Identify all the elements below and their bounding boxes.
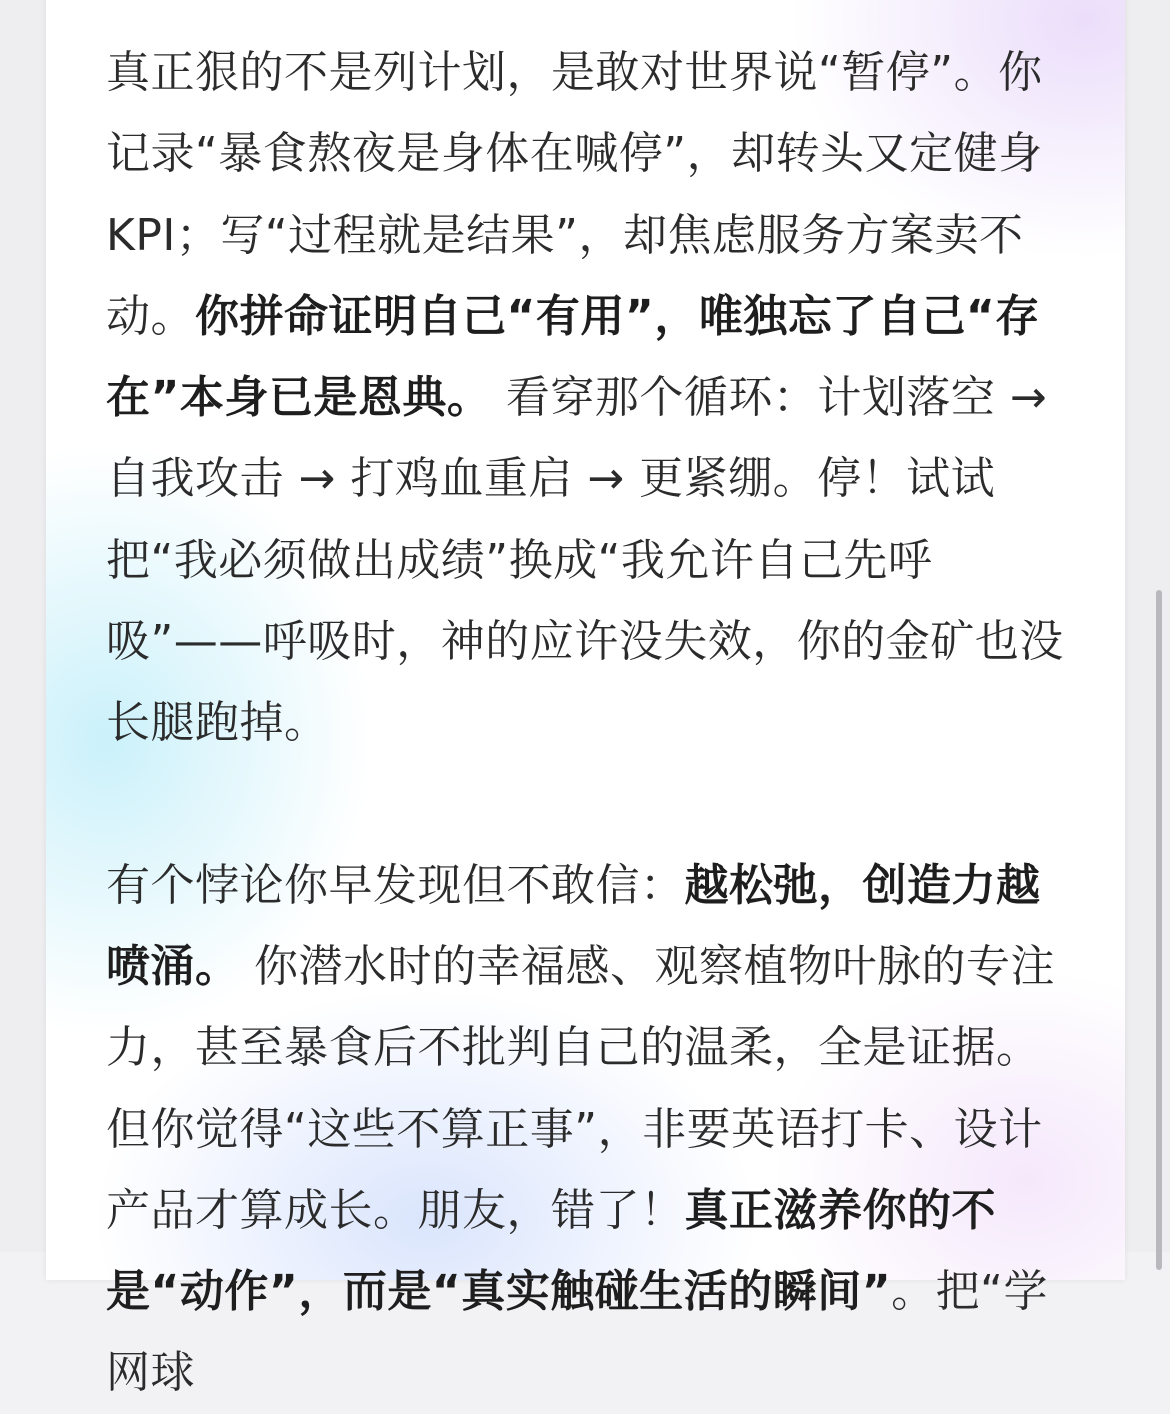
paragraph-1-segment-1: 真正狠的不是列计划，是敢对世界说“暂停”。你记录“暴食熬夜是身体在喊停”，却转头又定健身KPI；写“过程就是结果”，却焦虑服务方案卖不动。 — [106, 47, 1043, 342]
paragraph-1-emphasis: 你拼命证明自己“有用”，唯独忘了自己“存在”本身已是恩典。 — [106, 290, 1040, 424]
paragraph-1-segment-3: 看穿那个循环：计划落空 → 自我攻击 → 打鸡血重启 → 更紧绷。停！试试把“我必须做出成绩”换成“我允许自己先呼吸”——呼吸时，神的应许没失效，你的金矿也没长腿跑掉。 — [106, 372, 1064, 749]
paragraph-2-segment-3: 你潜水时的幸福感、观察植物叶脉的专注力，甚至暴食后不批判自己的温柔，全是证据。但你觉得“这些不算正事”，非要英语打卡、设计产品才算成长。朋友，错了！ — [106, 940, 1055, 1236]
scrollbar-thumb[interactable] — [1156, 590, 1162, 1270]
paragraph-2 — [106, 845, 1068, 1414]
message-card — [46, 0, 1125, 1399]
paragraph-2-segment-5: 。把“学网球 — [106, 1266, 1048, 1399]
scrollbar[interactable] — [1150, 0, 1170, 1252]
paragraph-1 — [106, 32, 1068, 764]
paragraph-2-emphasis-2: 真正滋养你的不是“动作”，而是“真实触碰生活的瞬间” — [106, 1184, 996, 1318]
paragraph-2-segment-1: 有个悖论你早发现但不敢信： — [106, 859, 685, 911]
message-text — [106, 32, 1068, 1414]
paragraph-2-emphasis-1: 越松弛，创造力越喷涌。 — [106, 859, 1041, 992]
